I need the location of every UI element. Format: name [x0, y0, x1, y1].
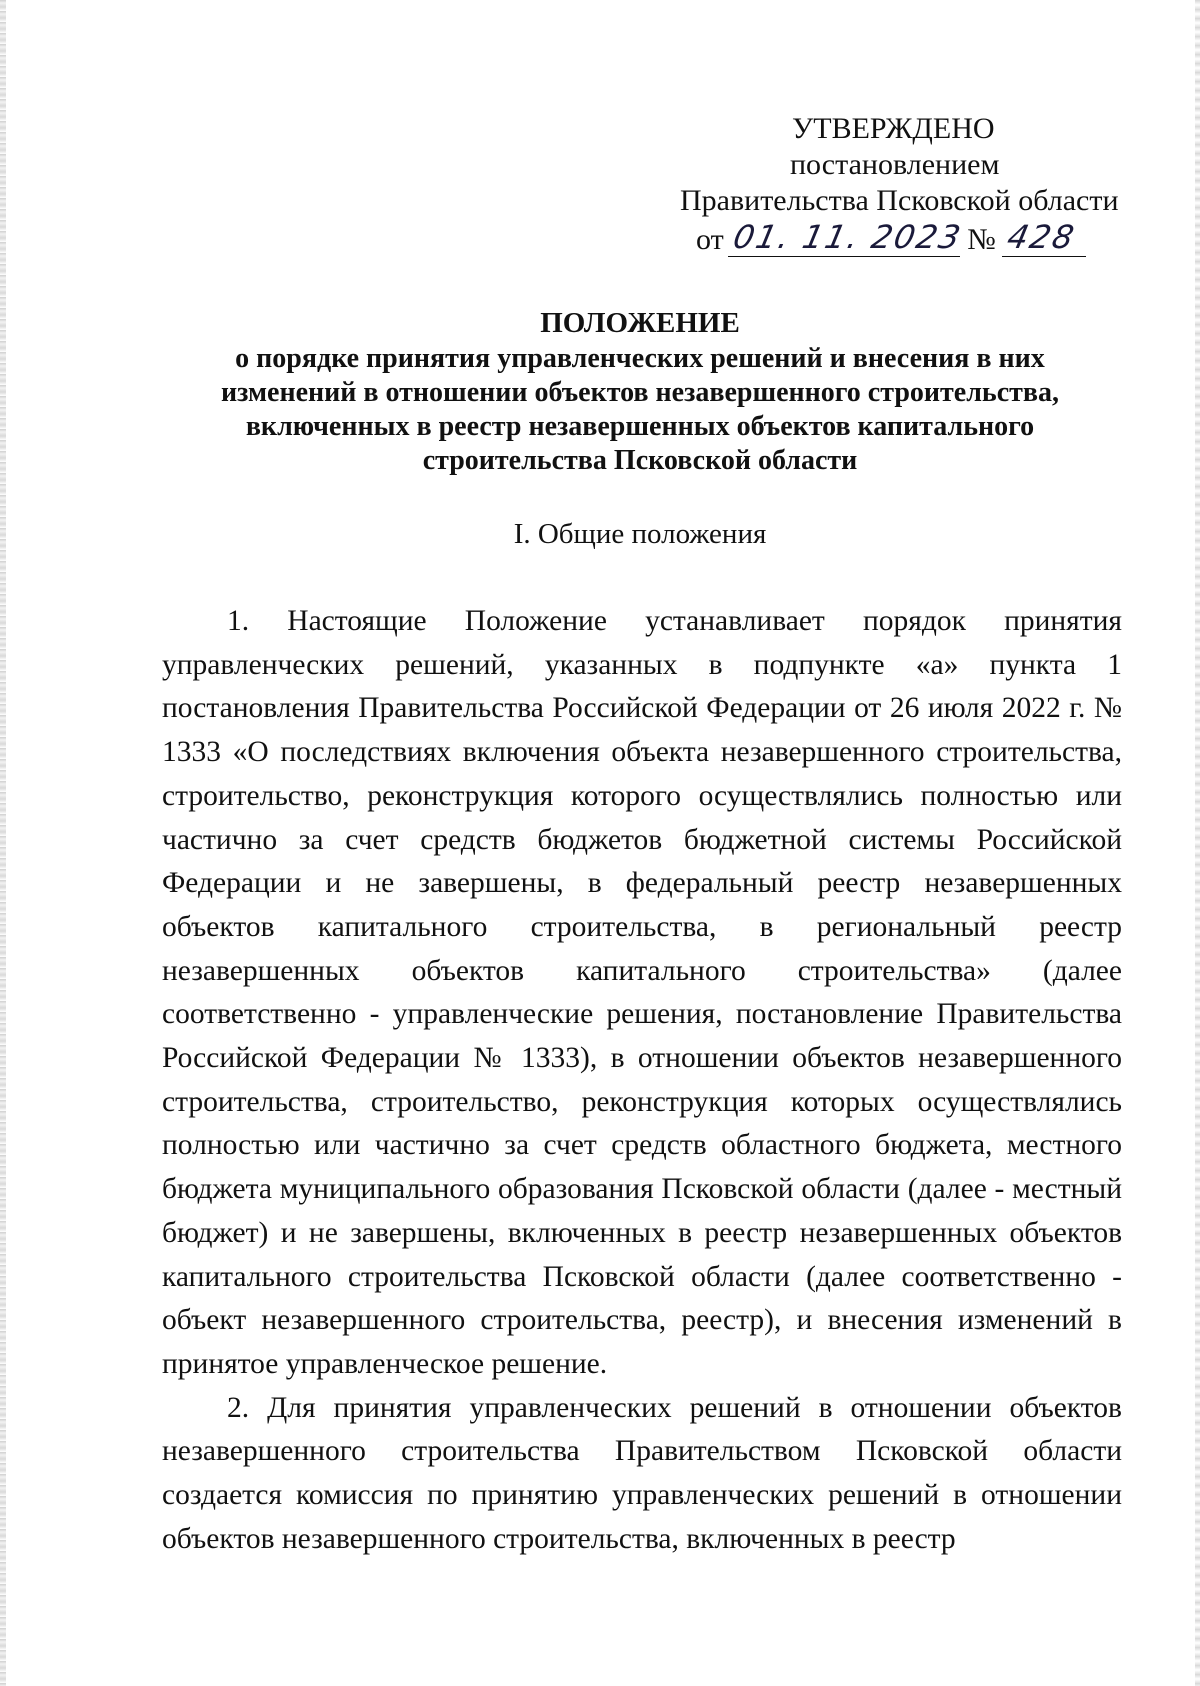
document-subtitle-line: о порядке принятия управленческих решений и внесения в них: [235, 343, 1045, 374]
document-subtitle-line: включенных в реестр незавершенных объектов капитального: [245, 411, 1035, 442]
document-subtitle-line: строительства Псковской области: [422, 445, 858, 476]
handwritten-date: 01. 11. 2023: [729, 218, 966, 256]
paragraph-1: 1. Настоящие Положение устанавливает порядок принятия управленческих решений, указанных в подпункте «а» пункта 1 постановления Правительства Российской Федерации от 26 июля 2022 г. № 1333 «О последствиях включения объекта незавершенного строительства, строительство, реконструкция которого осуществлялись полностью или частично за счет средств бюджетов бюджетной системы Российской Федерации и не завершены, в федеральный реестр незавершенных объектов капитального строительства, в региональный реестр незавершенных объектов капитального строительства» (далее соответственно - управленческие решения, постановление Правительства Российской Федерации № 1333), в отношении объектов незавершенного строительства, строительство, реконструкция которых осуществлялись полностью или частично за счет средств областного бюджета, местного бюджета муниципального образования Псковской области (далее - местный бюджет) и не завершены, включенных в реестр незавершенных объектов капитального строительства Псковской области (далее соответственно - объект незавершенного строительства, реестр), и внесения изменений в принятое управленческое решение.: [162, 605, 1122, 1380]
date-prefix: от: [696, 223, 724, 256]
date-field: [728, 218, 966, 257]
number-field: [1002, 220, 1086, 257]
approval-heading: УТВЕРЖДЕНО: [792, 112, 995, 145]
scan-edge-left: [0, 0, 6, 1686]
handwritten-number: 428: [1003, 218, 1079, 256]
document-subtitle-line: изменений в отношении объектов незавершенного строительства,: [220, 377, 1060, 408]
approval-authority: Правительства Псковской области: [680, 184, 1119, 217]
scan-edge-right: [1195, 0, 1200, 1686]
approval-date-line: [696, 220, 1086, 257]
number-prefix: №: [967, 223, 996, 256]
approval-by-resolution: постановлением: [790, 148, 1000, 181]
document-title: ПОЛОЖЕНИЕ: [540, 307, 740, 339]
document-title-block: [160, 306, 1120, 478]
section-heading: I. Общие положения: [513, 518, 767, 550]
paragraph-2: 2. Для принятия управленческих решений в отношении объектов незавершенного строительства Правительством Псковской области создается комиссия по принятию управленческих решений в отношении объектов незавершенного строительства, включенных в реестр: [162, 1391, 1122, 1555]
document-body: [162, 600, 1122, 1561]
